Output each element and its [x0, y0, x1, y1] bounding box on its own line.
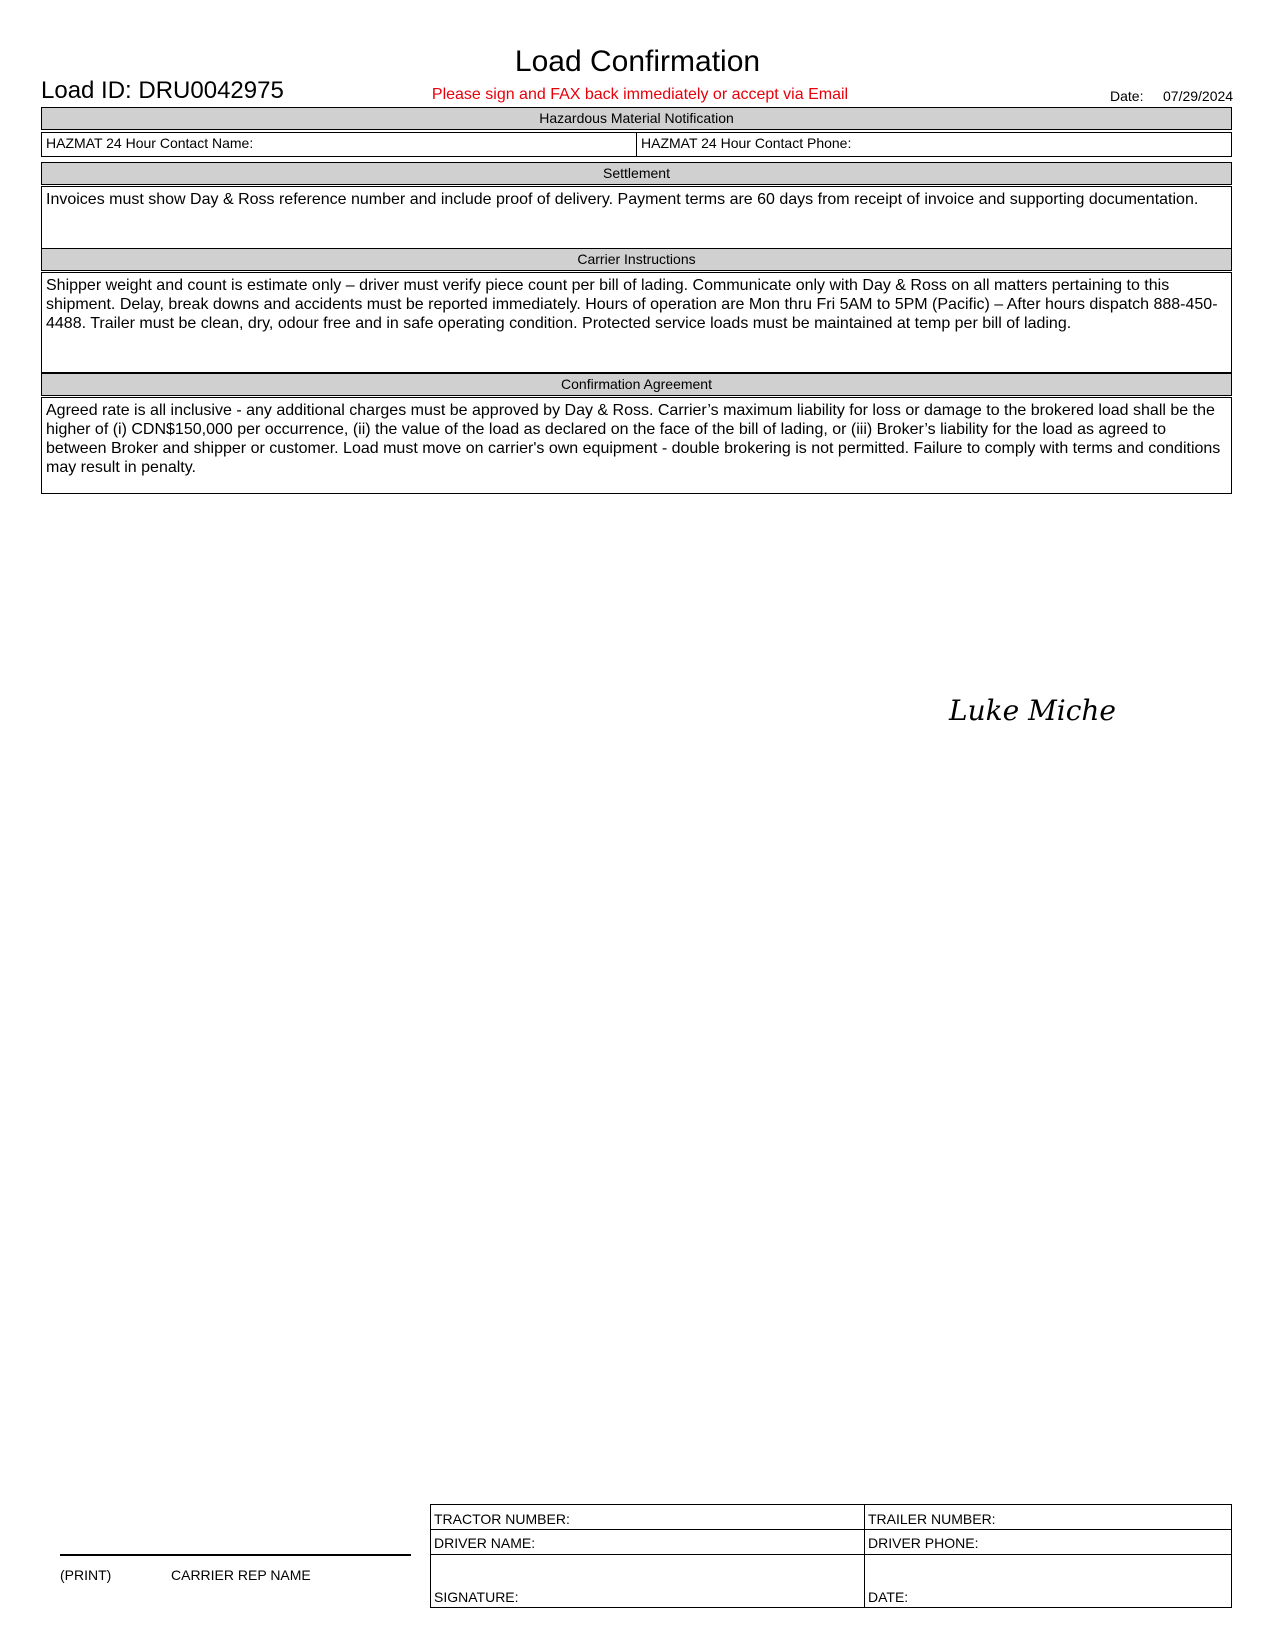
confirmation-agreement-text: Agreed rate is all inclusive - any additional charges must be approved by Day & Ross. Carrier’s maximum liability for loss or damage to the brokered load shall be the higher of (i) CDN$150,000 per occurrence, (ii) the value of the load as declared on the face of the bill of lading, or (iii) Broker’s liability for the load as agreed to between Broker and shipper or customer. Load must move on carrier's own equipment - double brokering is not permitted. Failure to comply with terms and conditions may result in penalty.	[41, 397, 1232, 494]
hazmat-contact-name-field[interactable]	[41, 132, 637, 157]
document-title: Load Confirmation	[514, 45, 761, 78]
trailer-number-field[interactable]	[864, 1504, 1232, 1530]
driver-name-field[interactable]	[430, 1529, 865, 1555]
print-label: (PRINT)	[60, 1567, 112, 1583]
settlement-heading: Settlement	[41, 162, 1232, 185]
tractor-number-field[interactable]	[430, 1504, 865, 1530]
hazmat-heading: Hazardous Material Notification	[41, 107, 1232, 130]
carrier-rep-signature-line	[60, 1554, 411, 1556]
trailer-number-label: TRAILER NUMBER:	[868, 1511, 996, 1527]
footer-date-label: DATE:	[868, 1589, 909, 1605]
driver-phone-label: DRIVER PHONE:	[868, 1535, 979, 1551]
load-id: Load ID: DRU0042975	[41, 77, 284, 104]
settlement-text: Invoices must show Day & Ross reference number and include proof of delivery. Payment terms are 60 days from receipt of invoice and supporting documentation.	[41, 186, 1232, 249]
hazmat-contact-phone-label: HAZMAT 24 Hour Contact Phone:	[641, 135, 852, 151]
confirmation-agreement-heading: Confirmation Agreement	[41, 373, 1232, 396]
signature-text: Luke Miche	[949, 694, 1116, 727]
hazmat-contact-name-label: HAZMAT 24 Hour Contact Name:	[46, 135, 254, 151]
carrier-rep-name-label: CARRIER REP NAME	[171, 1567, 311, 1583]
sign-notice: Please sign and FAX back immediately or accept via Email	[431, 86, 849, 103]
driver-date-field[interactable]	[864, 1554, 1232, 1608]
signature-label: SIGNATURE:	[434, 1589, 519, 1605]
driver-signature-field[interactable]	[430, 1554, 865, 1608]
tractor-number-label: TRACTOR NUMBER:	[434, 1511, 570, 1527]
carrier-instructions-heading: Carrier Instructions	[41, 248, 1232, 271]
driver-name-label: DRIVER NAME:	[434, 1535, 536, 1551]
date-label: Date:	[1110, 88, 1144, 104]
hazmat-contact-phone-field[interactable]	[636, 132, 1232, 157]
handwritten-signature	[945, 686, 1145, 736]
carrier-instructions-text: Shipper weight and count is estimate only – driver must verify piece count per bill of lading. Communicate only with Day & Ross on all matters pertaining to this shipment. Delay, break downs and accidents must be reported immediately. Hours of operation are Mon thru Fri 5AM to 5PM (Pacific) – After hours dispatch 888-450-4488. Trailer must be clean, dry, odour free and in safe operating condition. Protected service loads must be maintained at temp per bill of lading.	[41, 272, 1232, 373]
date-value: 07/29/2024	[1163, 88, 1234, 104]
driver-phone-field[interactable]	[864, 1529, 1232, 1555]
